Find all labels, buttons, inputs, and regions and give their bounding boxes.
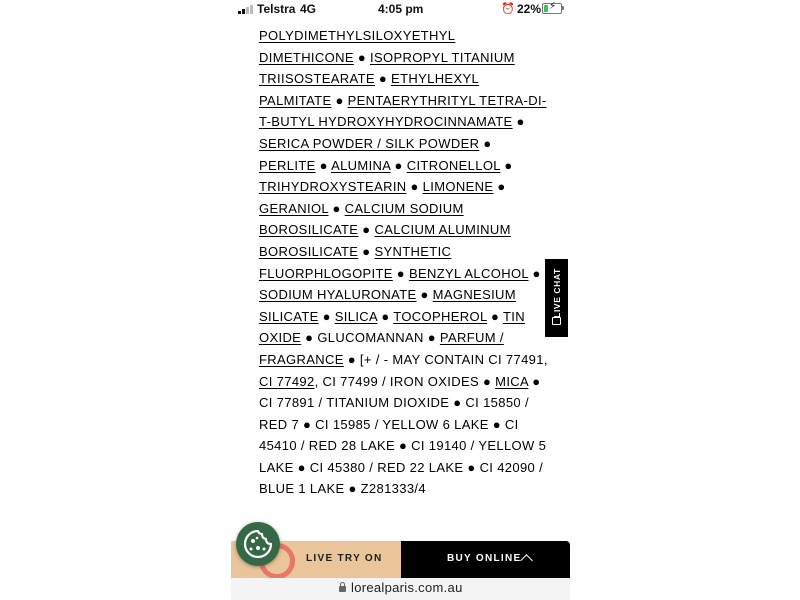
ingredient-separator-text: ● bbox=[331, 92, 348, 108]
ingredient-separator-text: ● bbox=[392, 265, 409, 281]
phone-screen bbox=[231, 0, 570, 600]
ingredient-link[interactable]: SODIUM HYALURONATE bbox=[259, 287, 417, 303]
cookie-icon bbox=[236, 522, 280, 566]
ingredient-link[interactable]: POLYDIMETHYLSILOXYETHYL DIMETHICONE bbox=[259, 28, 456, 65]
battery-cap bbox=[562, 6, 564, 10]
ingredient-link[interactable]: SILICA bbox=[334, 308, 378, 324]
ingredient-separator-text: ● bbox=[358, 243, 375, 259]
ingredient-link[interactable]: BENZYL ALCOHOL bbox=[408, 265, 529, 281]
signal-strength-icon bbox=[238, 5, 253, 14]
ingredient-separator-text: ● bbox=[479, 135, 492, 151]
alarm-clock-icon: ⏰ bbox=[501, 3, 515, 15]
ingredient-link[interactable]: ISOPROPYL TITANIUM TRIISOSTEARATE bbox=[259, 49, 515, 87]
ingredient-link[interactable]: TIN OXIDE bbox=[259, 308, 525, 346]
ingredient-link[interactable]: PENTAERYTHRITYL TETRA-DI-T-BUTYL HYDROXYHYDROCINNAMATE bbox=[259, 92, 547, 130]
ingredient-link[interactable]: ETHYLHEXYL PALMITATE bbox=[259, 71, 480, 108]
ingredient-link[interactable]: ALUMINA bbox=[331, 157, 391, 173]
live-try-on-label: LIVE TRY ON bbox=[306, 553, 383, 564]
status-bar bbox=[231, 0, 570, 18]
ingredient-separator-text: ● bbox=[416, 287, 433, 303]
ingredient-link[interactable]: MAGNESIUM SILICATE bbox=[259, 287, 516, 324]
live-chat-label: LIVE CHAT bbox=[551, 268, 562, 318]
ingredient-link[interactable]: CI 77492 bbox=[259, 373, 315, 389]
network-type: 4G bbox=[300, 2, 317, 16]
ingredient-link[interactable]: PERLITE bbox=[259, 157, 316, 173]
ingredient-separator-text: ● bbox=[328, 200, 345, 216]
ingredient-separator-text: ● bbox=[500, 157, 513, 173]
cookie-settings-button[interactable] bbox=[236, 522, 280, 566]
ingredient-separator-text: ● bbox=[318, 308, 335, 324]
ingredient-link[interactable]: SYNTHETIC FLUORPHLOGOPITE bbox=[259, 243, 452, 281]
battery-charging-icon bbox=[542, 3, 562, 14]
charging-bolt-icon: ⚡ bbox=[549, 1, 557, 12]
chevron-up-icon bbox=[520, 554, 533, 567]
ingredient-separator-text: ● bbox=[390, 157, 407, 173]
ingredient-separator-text: ● CI 77891 / TITANIUM DIOXIDE ● CI 15850 / RED 7 ● CI 15985 / YELLOW 6 LAKE ● CI 45410 / RED 28 LAKE ● CI 19140 / YELLOW 5 LAKE ● CI 45380 / RED 22 LAKE ● CI 42090 / BLUE 1 LAKE ● Z281333/4 bbox=[259, 373, 547, 497]
ingredient-link[interactable]: CALCIUM SODIUM BOROSILICATE bbox=[259, 200, 464, 238]
live-chat-tab[interactable] bbox=[545, 259, 568, 337]
url-text: lorealparis.com.au bbox=[351, 580, 463, 595]
carrier-name: Telstra bbox=[257, 2, 296, 16]
address-bar[interactable] bbox=[231, 578, 570, 600]
ingredient-separator-text: ● bbox=[487, 308, 503, 324]
bottom-action-bar bbox=[231, 541, 570, 578]
buy-online-button[interactable] bbox=[401, 541, 570, 578]
ingredient-link[interactable]: LIMONENE bbox=[422, 179, 494, 195]
ingredient-separator-text: , CI 77499 / IRON OXIDES ● bbox=[314, 373, 496, 389]
ingredient-separator-text: ● bbox=[374, 71, 392, 87]
ingredient-separator-text: ● bbox=[377, 308, 394, 324]
battery-percent: 22% bbox=[517, 2, 542, 16]
battery-level-fill bbox=[544, 5, 548, 12]
ingredient-link[interactable]: GERANIOL bbox=[259, 200, 329, 216]
ingredient-separator-text: ● bbox=[512, 114, 525, 130]
lock-icon bbox=[339, 586, 346, 592]
ingredient-link[interactable]: MICA bbox=[495, 373, 529, 389]
ingredient-link[interactable]: CALCIUM ALUMINUM BOROSILICATE bbox=[259, 222, 511, 259]
ingredient-link[interactable]: SERICA POWDER / SILK POWDER bbox=[259, 135, 480, 151]
ingredient-separator-text: ● bbox=[353, 49, 370, 65]
ingredient-link[interactable]: PARFUM / FRAGRANCE bbox=[259, 330, 504, 367]
ingredient-link[interactable]: CITRONELLOL bbox=[406, 157, 501, 173]
ingredient-link[interactable]: TRIHYDROXYSTEARIN bbox=[259, 179, 407, 195]
chat-bubble-icon bbox=[552, 317, 561, 325]
status-time: 4:05 pm bbox=[378, 2, 424, 16]
ingredient-separator-text: ● [+ / - MAY CONTAIN CI 77491, bbox=[343, 351, 548, 367]
ingredient-separator-text: ● GLUCOMANNAN ● bbox=[301, 330, 440, 346]
ingredient-separator-text: ● bbox=[315, 157, 332, 173]
ingredient-separator-text: ● bbox=[358, 222, 375, 238]
ingredient-separator-text: ● bbox=[406, 179, 423, 195]
ingredient-separator-text: ● bbox=[528, 265, 541, 281]
ingredient-list bbox=[259, 25, 549, 500]
ingredient-link[interactable]: TOCOPHEROL bbox=[393, 308, 488, 324]
buy-online-label: BUY ONLINE bbox=[447, 553, 522, 564]
ingredient-separator-text: ● bbox=[493, 179, 506, 195]
